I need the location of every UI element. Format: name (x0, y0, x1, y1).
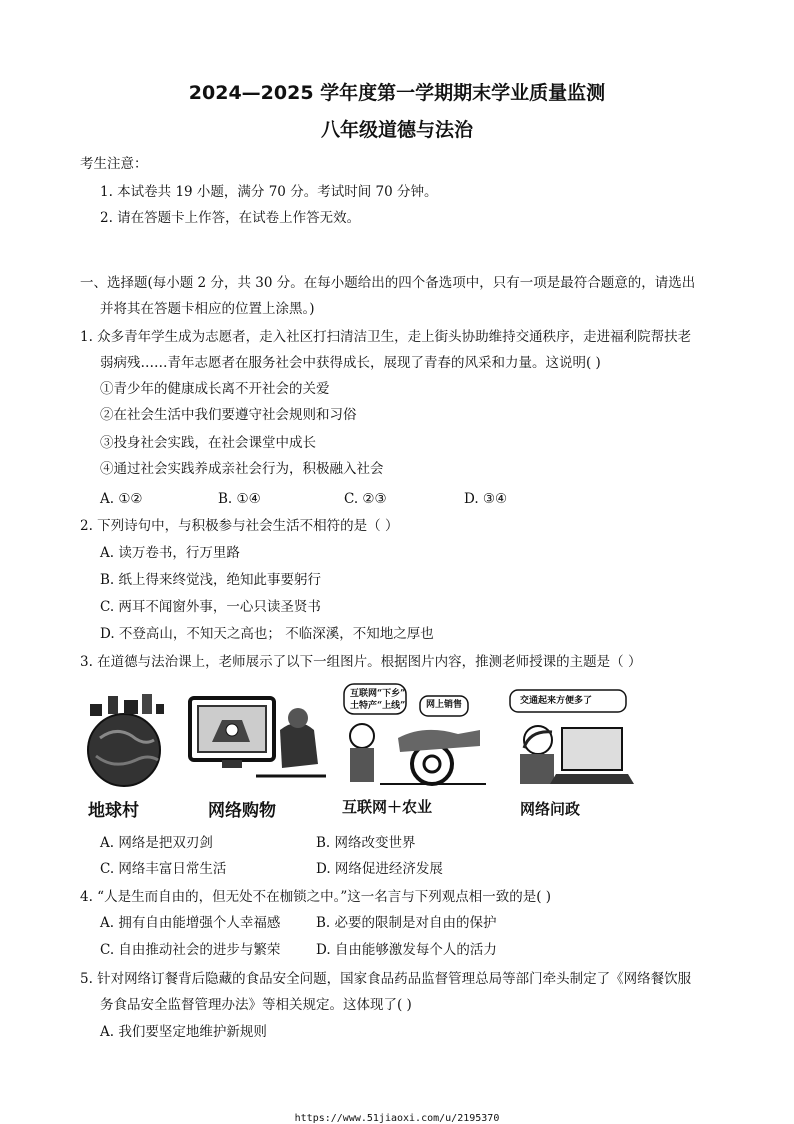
q3-option-c[interactable]: C. 网络丰富日常生活 (100, 861, 227, 877)
q1-stem: 1. 众多青年学生成为志愿者，走入社区打扫清洁卫生，走上街头协助维持交通秩序，走进福利院帮扶老 (80, 329, 692, 345)
q1-item: ④通过社会实践养成亲社会行为，积极融入社会 (100, 461, 384, 477)
q4-stem: 4. “人是生而自由的，但无处不在枷锁之中。”这一名言与下列观点相一致的是( ) (80, 889, 552, 905)
notice-heading: 考生注意： (80, 156, 148, 172)
q3-figure (80, 688, 640, 820)
q1-option-b[interactable]: B. ①④ (218, 491, 261, 507)
notice-item: 2. 请在答题卡上作答，在试卷上作答无效。 (100, 210, 361, 226)
q3-caption-2: 网络购物 (208, 801, 276, 821)
q4-option-d[interactable]: D. 自由能够激发每个人的活力 (316, 942, 497, 958)
section-heading: 一、选择题(每小题 2 分，共 30 分。在每小题给出的四个备选项中，只有一项是最符合题意的，请选出 (80, 275, 696, 291)
q3-caption-4: 网络问政 (520, 800, 581, 818)
footer-url[interactable]: https://www.51jiaoxi.com/u/2195370 (294, 1113, 500, 1124)
globe-village-illustration (80, 690, 170, 790)
q3-option-a[interactable]: A. 网络是把双刃剑 (100, 835, 213, 851)
q1-stem-cont: 弱病残……青年志愿者在服务社会中获得成长，展现了青春的风采和力量。这说明( ) (100, 355, 601, 371)
q5-stem-cont: 务食品安全监督管理办法》等相关规定。这体现了( ) (100, 997, 412, 1013)
q3-option-d[interactable]: D. 网络促进经济发展 (316, 861, 443, 877)
q3-bubble-2: 网上销售 (426, 700, 463, 710)
q4-option-b[interactable]: B. 必要的限制是对自由的保护 (316, 915, 497, 931)
q4-option-a[interactable]: A. 拥有自由能增强个人幸福感 (100, 915, 281, 931)
q3-bubble-3: 交通起来方便多了 (520, 696, 593, 706)
q2-option-d[interactable]: D. 不登高山，不知天之高也； 不临深溪，不知地之厚也 (100, 626, 434, 642)
online-shopping-illustration (186, 690, 336, 790)
q1-item: ③投身社会实践，在社会课堂中成长 (100, 435, 316, 451)
exam-subtitle: 八年级道德与法治 (320, 119, 473, 141)
section-heading-cont: 并将其在答题卡相应的位置上涂黑。) (100, 301, 315, 317)
q3-option-b[interactable]: B. 网络改变世界 (316, 835, 416, 851)
q1-option-d[interactable]: D. ③④ (464, 491, 508, 507)
q2-option-b[interactable]: B. 纸上得来终觉浅，绝知此事要躬行 (100, 572, 322, 588)
q3-caption-3: 互联网＋农业 (342, 798, 433, 816)
q3-bubble-1a: 互联网“下乡” (350, 689, 406, 699)
q3-caption-1: 地球村 (88, 801, 139, 821)
exam-title: 2024—2025 学年度第一学期期末学业质量监测 (188, 82, 606, 104)
q3-stem: 3. 在道德与法治课上，老师展示了以下一组图片。根据图片内容，推测老师授课的主题是（ ） (80, 654, 642, 670)
q3-bubble-1b: 土特产“上线” (350, 701, 406, 711)
q2-option-c[interactable]: C. 两耳不闻窗外事，一心只读圣贤书 (100, 599, 321, 615)
q2-stem: 2. 下列诗句中，与积极参与社会生活不相符的是（ ） (80, 518, 399, 534)
q5-stem: 5. 针对网络订餐背后隐藏的食品安全问题，国家食品药品监督管理总局等部门牵头制定了《网络餐饮服 (80, 971, 692, 987)
q5-option-a[interactable]: A. 我们要坚定地维护新规则 (100, 1024, 267, 1040)
q1-option-a[interactable]: A. ①② (100, 491, 143, 507)
q1-option-c[interactable]: C. ②③ (344, 491, 387, 507)
q1-item: ②在社会生活中我们要遵守社会规则和习俗 (100, 407, 357, 423)
q1-item: ①青少年的健康成长离不开社会的关爱 (100, 381, 330, 397)
q4-option-c[interactable]: C. 自由推动社会的进步与繁荣 (100, 942, 281, 958)
q2-option-a[interactable]: A. 读万卷书，行万里路 (100, 545, 240, 561)
notice-item: 1. 本试卷共 19 小题，满分 70 分。考试时间 70 分钟。 (100, 184, 438, 200)
